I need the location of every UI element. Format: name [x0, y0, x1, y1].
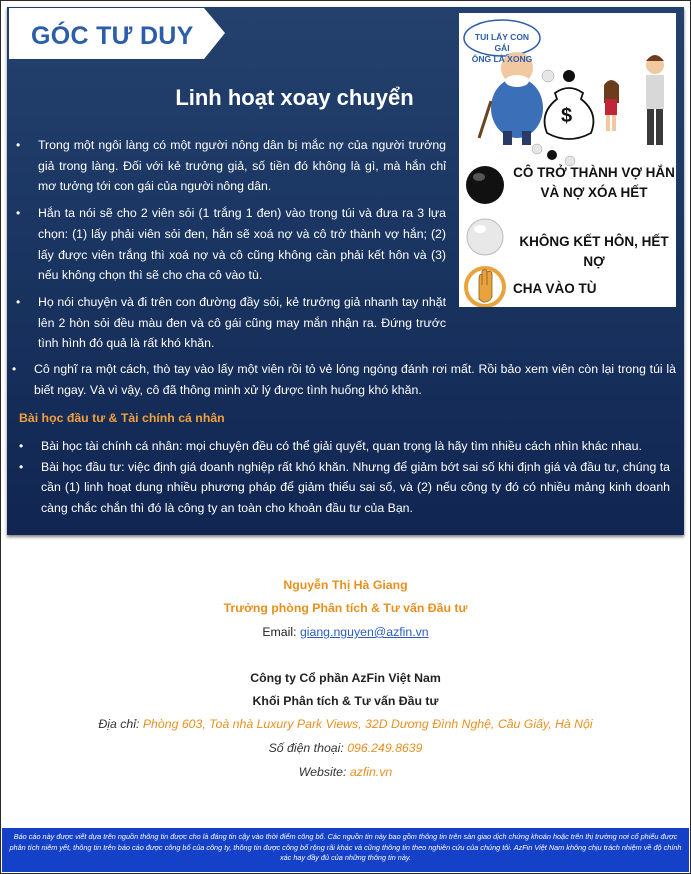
phone-label: Số điện thoại:: [268, 741, 344, 755]
option-black-caption: CÔ TRỞ THÀNH VỢ HẮN VÀ NỢ XÓA HẾT: [513, 165, 675, 200]
department-name: Khối Phân tích & Tư vấn Đầu tư: [252, 694, 439, 708]
lessons-list: [19, 436, 670, 519]
story-illustration: [459, 13, 676, 307]
email-label: Email:: [262, 625, 297, 639]
lesson-item: • Bài học đầu tư: việc định giá doanh nghiệp rất khó khăn. Nhưng để giảm bớt sai số khi định giá và đầu tư, chúng ta cần (1) linh hoạt dung nhiều phương pháp để giảm thiểu sai số, và (2) nếu công ty đó có nhiều mảng kinh doanh càng chắc chắn thì đó là công ty an toàn cho khoản đầu tư của Bạn.: [19, 457, 670, 519]
website-link[interactable]: azfin.vn: [349, 765, 393, 779]
address-line: [0, 717, 691, 731]
phone-value: 096.249.8639: [347, 741, 423, 755]
story-conclusion-list: [12, 359, 676, 400]
story-paragraph: • Cô nghĩ ra một cách, thò tay vào lấy một viên rồi tỏ vẻ lóng ngóng đánh rơi mất. Rồi bảo xem viên còn lại trong túi là biết ngay. Và vì vậy, cô đã thông minh xử lý được tình huống khó khăn.: [12, 359, 676, 400]
story-paragraph: • Hắn ta nói sẽ cho 2 viên sỏi (1 trắng 1 đen) vào trong túi và đưa ra 3 lựa chọn: (1) lấy phải viên sỏi đen, hắn sẽ xoá nợ và cô trở thành vợ hắn; (2) lấy được viên trắng thì xoá nợ và cô cũng không cần phải kết hôn và (3) nếu không chọn thì sẽ cho cha cô vào tù.: [16, 203, 446, 286]
lesson-item: • Bài học tài chính cá nhân: mọi chuyện đều có thể giải quyết, quan trọng là hãy tìm nhiều cách nhìn khác nhau.: [19, 436, 670, 457]
email-line: [0, 625, 691, 639]
footer-disclaimer-bar: [2, 828, 689, 872]
lessons-heading: Bài học đầu tư & Tài chính cá nhân: [19, 411, 225, 425]
speech-line: TUI LẤY CON GÁI: [474, 32, 530, 53]
money-symbol: $: [561, 105, 573, 127]
company-name: Công ty Cổ phần AzFin Việt Nam: [250, 671, 441, 685]
speech-bubble: [467, 32, 537, 65]
address-value: Phòng 603, Toà nhà Luxury Park Views, 32D Dương Đình Nghệ, Cầu Giấy, Hà Nội: [142, 717, 593, 731]
website-line: [0, 765, 691, 779]
article-panel: [7, 7, 684, 535]
author-role: Trưởng phòng Phân tích & Tư vấn Đầu tư: [223, 601, 468, 615]
story-paragraph: • Trong một ngôi làng có một người nông dân bị mắc nợ của người trưởng giả trong làng. Đối với kẻ trưởng giả, số tiền đó không là gì, mà hắn chỉ mơ tưởng tới con gái của người nông dân.: [16, 135, 446, 197]
author-name: Nguyễn Thị Hà Giang: [283, 578, 408, 592]
article-title: Linh hoạt xoay chuyển: [175, 85, 414, 110]
email-link[interactable]: giang.nguyen@azfin.vn: [299, 625, 429, 639]
option-jail-caption: CHA VÀO TÙ: [513, 281, 597, 296]
story-paragraph: • Họ nói chuyện và đi trên con đường đầy sỏi, kẻ trưởng giả nhanh tay nhặt lên 2 hòn sỏi đều màu đen và cô gái cũng may mắn nhận ra. Đứng trước tình hình đó quả là rất khó khăn.: [16, 292, 446, 354]
speech-line: ÔNG LÀ XONG: [471, 54, 533, 64]
story-list: [16, 135, 446, 360]
disclaimer-text: Báo cáo này được viết dựa trên nguồn thông tin được cho là đáng tin cậy vào thời điểm công bố. Các nguồn tin này bao gồm thông tin trên sàn giao dịch chứng khoán hoặc trên thị trường nơi cổ phiếu được phân tích niêm yết, thông tin trên báo cáo được công bố của công ty, thông tin được công bố rộng rãi khác và cũng thông tin theo nghiên cứu của chúng tôi. AzFin Việt Nam không chịu trách nhiệm về độ chính xác hay đầy đủ của những thông tin này.: [9, 832, 682, 863]
banner-title: GÓC TƯ DUY: [31, 22, 194, 50]
option-white-caption: KHÔNG KẾT HÔN, HẾT NỢ: [519, 234, 669, 269]
phone-line: [0, 741, 691, 755]
address-label: Địa chỉ:: [98, 717, 140, 731]
website-label: Website:: [298, 765, 347, 779]
